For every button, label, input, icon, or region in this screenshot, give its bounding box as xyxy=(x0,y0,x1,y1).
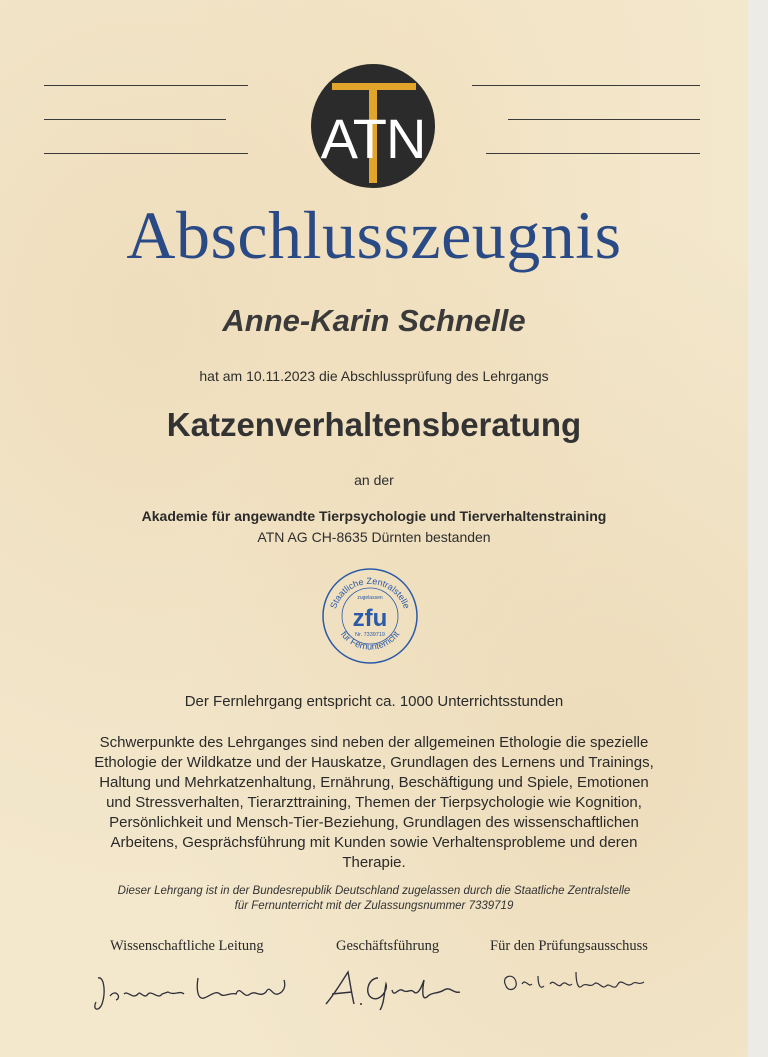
recipient-name: Anne-Karin Schnelle xyxy=(222,303,526,338)
certificate-title: Abschlusszeugnis xyxy=(126,197,622,273)
focus-line: Therapie. xyxy=(342,854,406,871)
logo-letters: ATN xyxy=(320,107,426,170)
course-focus-paragraph xyxy=(80,733,668,873)
focus-line: Schwerpunkte des Lehrganges sind neben der allgemeinen Ethologie die spezielle xyxy=(99,734,649,751)
scan-edge xyxy=(748,0,768,1057)
signature-management-icon xyxy=(318,964,468,1014)
focus-line: Ethologie der Wildkatze und der Hauskatze, Grundlagen des Lernens und Trainings, xyxy=(94,754,654,771)
note-line: Dieser Lehrgang ist in der Bundesrepublik Deutschland zugelassen durch die Staatliche Zentralstelle xyxy=(117,885,631,897)
atn-logo-icon xyxy=(310,63,436,189)
course-name: Katzenverhaltensberatung xyxy=(166,406,582,443)
focus-line: Arbeitens, Gesprächsführung mit Kunden sowie Verhaltensprobleme und deren xyxy=(110,834,638,851)
header-line-right-3 xyxy=(486,153,700,154)
academy-name: Akademie für angewandte Tierpsychologie und Tierverhaltenstraining xyxy=(141,508,607,524)
an-der-text: an der xyxy=(354,472,394,488)
focus-line: und Stressverhalten, Tierarzttraining, Themen der Tierpsychologie wie Kognition, xyxy=(106,794,642,811)
note-line: für Fernunterricht mit der Zulassungsnummer 7339719 xyxy=(234,900,514,912)
focus-line: Persönlichkeit und Mensch-Tier-Beziehung, Grundlagen des wissenschaftlichen xyxy=(109,814,639,831)
header-line-left-2 xyxy=(44,119,226,120)
signature-scientific-icon xyxy=(88,970,298,1018)
header-line-left-1 xyxy=(44,85,248,86)
accreditation-note xyxy=(70,884,678,914)
header-line-right-1 xyxy=(472,85,700,86)
focus-line: Haltung und Mehrkatzenhaltung, Ernährung, Beschäftigung und Spiele, Emotionen xyxy=(99,774,649,791)
seal-top-text: Staatliche Zentralstelle xyxy=(328,575,412,611)
signature-exam-board-icon xyxy=(496,966,656,1004)
signature-label-management: Geschäftsführung xyxy=(336,938,440,954)
seal-zfu-text: zfu xyxy=(352,605,388,632)
signature-label-exam-board: Für den Prüfungsausschuss xyxy=(490,938,648,954)
course-hours: Der Fernlehrgang entspricht ca. 1000 Unterrichtsstunden xyxy=(184,693,564,710)
seal-bottom-text: für Fernunterricht xyxy=(338,629,402,652)
exam-statement: hat am 10.11.2023 die Abschlussprüfung des Lehrgangs xyxy=(199,368,549,384)
signature-label-scientific: Wissenschaftliche Leitung xyxy=(110,938,264,954)
seal-admitted-text: zugelassen xyxy=(357,595,383,601)
zfu-seal-icon xyxy=(320,566,420,666)
header-line-left-3 xyxy=(44,153,248,154)
header-line-right-2 xyxy=(508,119,700,120)
seal-number-text: Nr. 7339719 xyxy=(355,632,385,638)
academy-address: ATN AG CH-8635 Dürnten bestanden xyxy=(257,529,491,545)
